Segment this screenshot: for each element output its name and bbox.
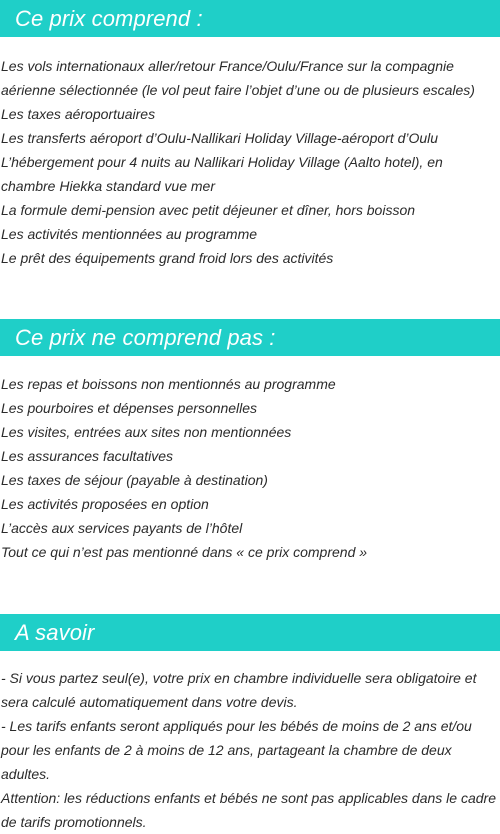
list-item: Les repas et boissons non mentionnés au programme (1, 376, 336, 392)
list-item: Tout ce qui n’est pas mentionné dans « ce prix comprend » (1, 544, 368, 560)
list-item: Les taxes aéroportuaires (1, 106, 156, 122)
list-item: Les activités mentionnées au programme (1, 226, 258, 242)
not-included-list (0, 372, 500, 564)
section-header-banner (0, 0, 500, 37)
included-section (0, 0, 500, 270)
section-title: A savoir (15, 620, 95, 645)
section-title: Ce prix comprend : (15, 6, 203, 31)
list-item: Les activités proposées en option (1, 496, 209, 512)
list-item: Les vols internationaux aller/retour France/Oulu/France sur la compagnie aérienne sélectionnée (le vol peut faire l’objet d’une ou de plusieurs escales) (1, 58, 475, 98)
list-item: Les assurances facultatives (1, 448, 173, 464)
list-item: Les taxes de séjour (payable à destination) (1, 472, 268, 488)
section-header-banner (0, 614, 500, 651)
good-to-know-section (0, 614, 500, 834)
list-item: - Si vous partez seul(e), votre prix en chambre individuelle sera obligatoire et sera calculé automatiquement dans votre devis. (1, 670, 477, 710)
list-item: Les visites, entrées aux sites non mentionnées (1, 424, 292, 440)
list-item: Les transferts aéroport d’Oulu-Nallikari Holiday Village-aéroport d’Oulu (1, 130, 439, 146)
list-item: Le prêt des équipements grand froid lors des activités (1, 250, 334, 266)
not-included-section (0, 319, 500, 564)
list-item: L’accès aux services payants de l’hôtel (1, 520, 243, 536)
list-item: Les pourboires et dépenses personnelles (1, 400, 258, 416)
list-item: L’hébergement pour 4 nuits au Nallikari Holiday Village (Aalto hotel), en chambre Hiekka standard vue mer (1, 154, 443, 194)
list-item: Attention: les réductions enfants et bébés ne sont pas applicables dans le cadre de tarifs promotionnels. (1, 790, 496, 830)
list-item: - Les tarifs enfants seront appliqués pour les bébés de moins de 2 ans et/ou pour les enfants de 2 à moins de 12 ans, partageant la chambre de deux adultes. (1, 718, 472, 782)
good-to-know-list (0, 666, 500, 834)
section-header-banner (0, 319, 500, 356)
list-item: La formule demi-pension avec petit déjeuner et dîner, hors boisson (1, 202, 416, 218)
included-list (0, 54, 500, 270)
section-title: Ce prix ne comprend pas : (15, 325, 276, 350)
